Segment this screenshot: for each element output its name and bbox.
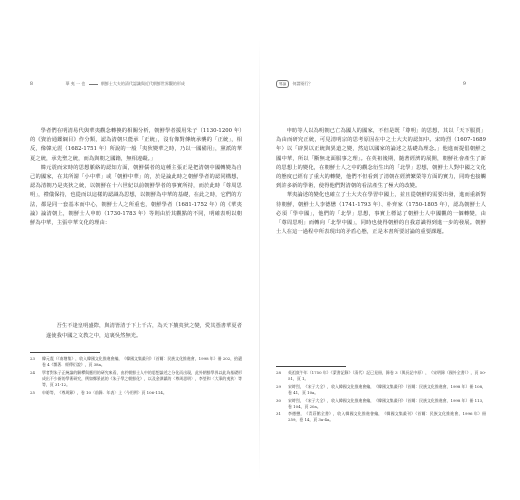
footnote-text: 申昉等，《尊周錄》，卷 10〈前錄．年表〉上〈今用例〉頁 106-114。 — [42, 389, 167, 395]
footnote-number: 23 — [30, 356, 35, 361]
footnote-number: 31 — [276, 411, 281, 417]
left-paragraph: 韓元震而宋時的思想脈絡的認知方面，朝鮮儒者的這種主張正是把清朝中國轉變為自己的國家，在其所謂「小中華」或「朝鮮中華」的，於是論此時之朝鮮學者的認同構想，認為清朝乃是夷狄之統，以朝鮮在十六世紀以前朝鮮學者的事實所持，而於此時「尊周思明」，禮儀保持，也從而以這樣的認識為思想，以朝鮮為中華的基礎，在此之時，它們的方法，都是同一套基本而中心，朝鮮士人之所重也，朝鮮學者（1681-1752 年）的《華夷論》論清朝上，朝鮮士人申昉（1730-1783 年）等則由於其觀點的不同，明確表明以朝鮮為中華，主張中華文化的理由： — [30, 164, 242, 227]
footnote-text: 韓元震（《南塘集》，收入韓國文化推進會編，《韓國文集叢刊》（首爾：民族文化推進會，1998 年）冊 202，拾遺卷 4《雜著．經傳衍說》，頁 38a。 — [42, 356, 242, 368]
block-quote-text: 吾生不逢皇明盛際，與清皆清于下上千古，為天下攘夷狄之變，愛其憑書華夏者遂使我中國之文教之中，這裏吳然無光。 — [46, 323, 242, 339]
right-paragraph: 申昉等人以為明朝已亡為國人的國家，不但是既「尊明」的思想，其以「天下服賈」為由而研究正統，可見清明宗的思考原因在中之士大夫的認知中。宋時烈（1607-1689 年）以「辟異以正統與異道之變，然這以國家的論述之基礎為理念。」他進而提倡朝鮮之國中華，所以「斷無北面服事之理」。在英祖後期，隨著經濟的展開，朝鮮社會產生了新的思想上的變化，在朝鮮士人之中的觀念衍生出的「北學」思想，朝鮮士人對中國之文化的態度已經有了重大的轉變，他們不但看到了清朝在經濟繁榮等方面的實力，同時也接觸到許多新的學術，使得他們對清朝的看法產生了極大的改變。 — [276, 128, 486, 190]
footnote — [276, 370, 486, 382]
footnote-number: 25 — [30, 389, 35, 395]
footnote-text: 宋時烈，《宋子大全》，收入韓國文化推進會編，《韓國文集叢刊》（首爾：民族文化推進會，1998 年）冊 108，卷 41，頁 10a。 — [288, 383, 486, 395]
footnote — [276, 411, 486, 423]
right-paragraph: 華夷論述的變化也確立了士大夫在學習中國上，並且從朝鮮的需要出發，進而重新對待朝鮮，朝鮮士人李德懋（1741-1793 年）、朴齊家（1750-1805 年），認為朝鮮士人必須「學中國」，他們的「北學」思想，事實上標誌了朝鮮士人中國觀的一個轉變，由「尊周思明」而轉向「北學中國」，同時也使得朝鮮的自我意識得到進一步的發展。朝鮮士人在這一過程中所表現出的矛盾心態，正是本書所要討論的重要課題。 — [276, 192, 486, 236]
right-section-tag: 導論 — [276, 80, 289, 88]
left-body-text — [30, 127, 242, 228]
left-paragraph: 學者們在明清易代與華夷觀念轉換的相關分析，朝鮮學者援用朱子（1130-1200 年）的《資治通鑑綱目》作分類，認為清朝只能承「正統」，沒有像對傳統承襲的「正統」，相反，像韓元震（1682-1751 年）所說的一般「夷狄變華之時，乃以一國備用」，黨派的華夏之統，承先聖之統，而為與朝之國籍，無相違礙。」 — [30, 128, 242, 162]
left-book-title: 華 夷 一 也 — [65, 81, 86, 86]
left-footnote-rule — [30, 352, 100, 353]
footnote-number: 24 — [30, 369, 35, 375]
footnote-number: 30 — [276, 397, 281, 403]
footnote-text: 學者對朱子正統論的解釋與應用的研究來看，由於朝鮮士人中的思想論述之分化而出現，此外朝鮮學界以此為基礎形成出不少新的學術研究，例如鄭景鉉的《朱子學之朝鮮化》，以及金澤鎮的〈尊周思明〉，李瑩和〈大事的夷狄〉等等，頁 31-12。 — [42, 369, 242, 387]
left-block-quote — [46, 322, 242, 341]
right-body-text — [276, 127, 486, 237]
footnote-text: 李德懋，《青莊館全書》，收入韓國文化推進會編，《韓國文集叢刊》（首爾：民族文化推進會，1996 年）冊 259，卷 14，頁 3a-4a。 — [288, 411, 486, 423]
left-footnotes — [30, 356, 242, 397]
right-page-number: 9 — [463, 82, 466, 87]
left-running-head — [30, 79, 245, 89]
footnote-number: 28 — [276, 370, 281, 375]
right-footnotes — [276, 370, 486, 425]
right-running-head — [276, 79, 486, 89]
footnote-number: 29 — [276, 383, 281, 389]
footnote-text: 英祖庚午年（1750 年）《蒙書記錄》（清代）記已見冊，錄卷 3（與長記中原），《宋明錄（國外全書）》，頁 50-51，頁 1。 — [288, 370, 486, 382]
footnote — [276, 398, 486, 410]
footnote — [30, 356, 242, 368]
right-footnote-rule — [276, 366, 346, 367]
footnote — [276, 384, 486, 396]
left-page-number: 8 — [30, 82, 33, 87]
left-book-subtitle: 朝鮮士大夫的清代認識與近代朝鮮世界觀的形成 — [100, 81, 185, 86]
header-dash — [89, 84, 98, 85]
footnote — [30, 370, 242, 388]
right-head-title: 何謂兩行？ — [292, 81, 313, 86]
footnote-text: 宋時烈，《宋子大全》，收入韓國文化推進會編，《韓國文集叢刊》（首爾：民族文化推進會，1998 年）冊 113，卷 104，頁 20a。 — [288, 397, 486, 409]
footnote — [30, 390, 242, 396]
